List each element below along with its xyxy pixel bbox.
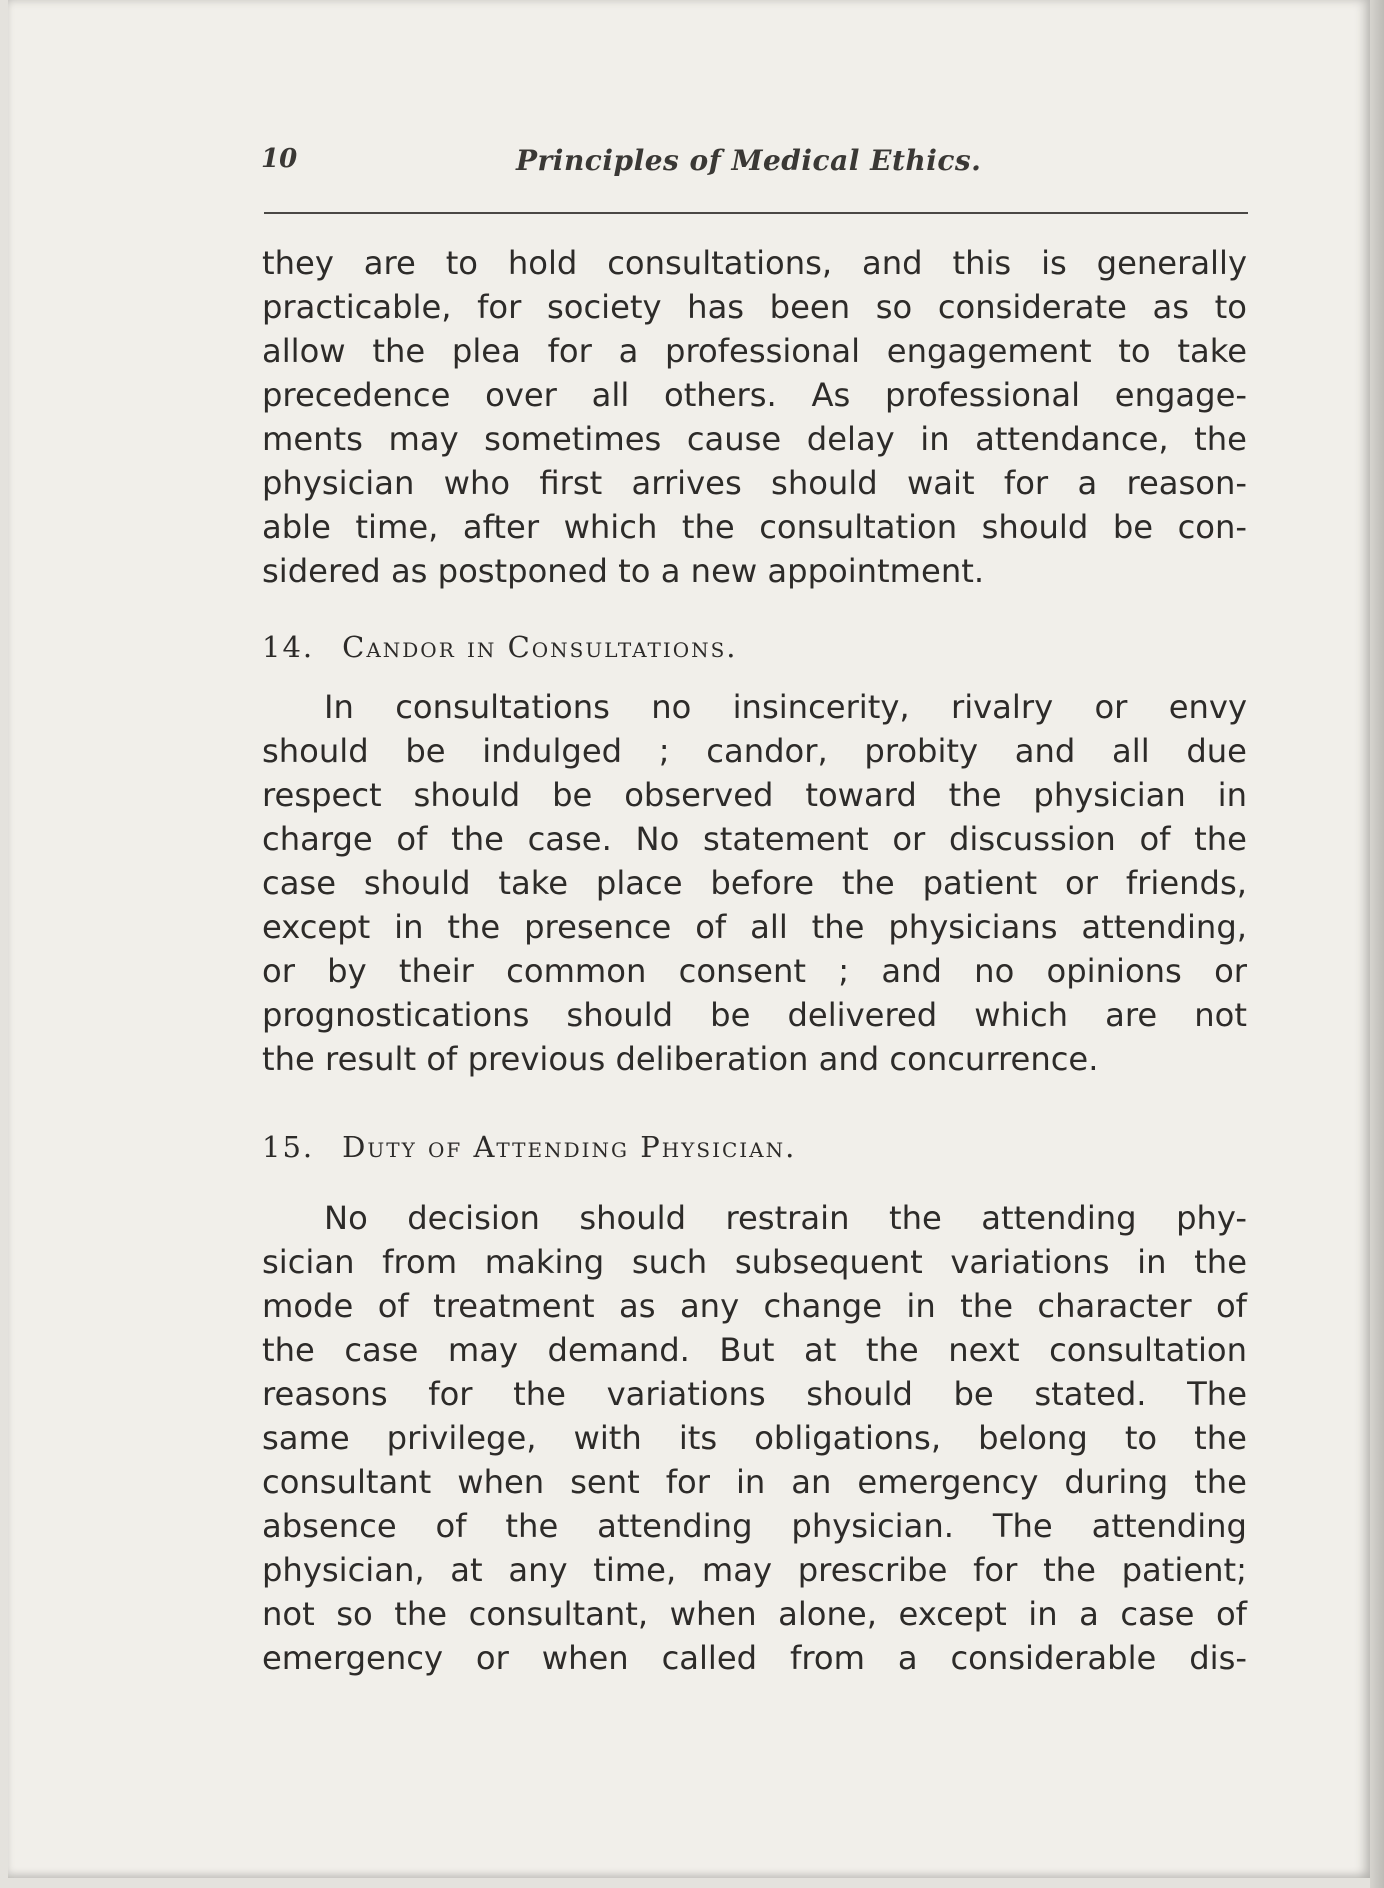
text-line: In consultations no insincerity, rivalry or envy <box>324 688 1247 726</box>
page-number: 10 <box>261 144 298 174</box>
text-line: mode of treatment as any change in the character of <box>262 1287 1247 1325</box>
section-15-heading <box>262 1130 796 1164</box>
section-title: Duty of Attending Physician. <box>342 1130 797 1164</box>
section-15-paragraph <box>262 1196 1247 1680</box>
text-line: the case may demand. But at the next consultation <box>262 1331 1247 1369</box>
text-line: consultant when sent for in an emergency during the <box>262 1463 1247 1501</box>
text-line: charge of the case. No statement or discussion of the <box>262 820 1247 858</box>
text-line: practicable, for society has been so considerate as to <box>262 288 1247 326</box>
text-line: absence of the attending physician. The attending <box>262 1507 1247 1545</box>
text-line: the result of previous deliberation and concurrence. <box>262 1040 1099 1078</box>
text-line: should be indulged ; candor, probity and all due <box>262 732 1247 770</box>
section-title: Candor in Consultations. <box>342 630 738 664</box>
text-line: not so the consultant, when alone, except in a case of <box>262 1595 1247 1633</box>
text-line: respect should be observed toward the physician in <box>262 776 1247 814</box>
text-line: physician who first arrives should wait for a reason- <box>262 464 1247 502</box>
header-rule <box>264 212 1248 214</box>
section-number: 15. <box>262 1130 315 1164</box>
text-line: they are to hold consultations, and this is generally <box>262 244 1247 282</box>
text-line: reasons for the variations should be stated. The <box>262 1375 1247 1413</box>
text-line: precedence over all others. As professional engage- <box>262 376 1247 414</box>
page-header <box>261 138 1246 188</box>
running-title: Principles of Medical Ethics. <box>516 144 982 177</box>
text-line: physician, at any time, may prescribe for the patient; <box>262 1551 1247 1589</box>
text-line: ments may sometimes cause delay in attendance, the <box>262 420 1247 458</box>
text-line: able time, after which the consultation should be con- <box>262 508 1247 546</box>
text-line: or by their common consent ; and no opinions or <box>262 952 1247 990</box>
text-line: emergency or when called from a considerable dis- <box>262 1639 1247 1677</box>
text-line: allow the plea for a professional engagement to take <box>262 332 1247 370</box>
page-edge-shadow <box>1370 0 1384 1888</box>
text-line: No decision should restrain the attending phy- <box>324 1199 1247 1237</box>
text-line: sidered as postponed to a new appointment. <box>262 552 985 590</box>
text-line: prognostications should be delivered which are not <box>262 996 1247 1034</box>
section-number: 14. <box>262 630 315 664</box>
text-line: same privilege, with its obligations, belong to the <box>262 1419 1247 1457</box>
book-page <box>8 0 1370 1878</box>
text-line: sician from making such subsequent variations in the <box>262 1243 1247 1281</box>
text-line: case should take place before the patient or friends, <box>262 864 1247 902</box>
text-line: except in the presence of all the physicians attending, <box>262 908 1247 946</box>
continuation-paragraph <box>262 241 1247 593</box>
section-14-paragraph <box>262 685 1247 1081</box>
section-14-heading <box>262 630 738 664</box>
